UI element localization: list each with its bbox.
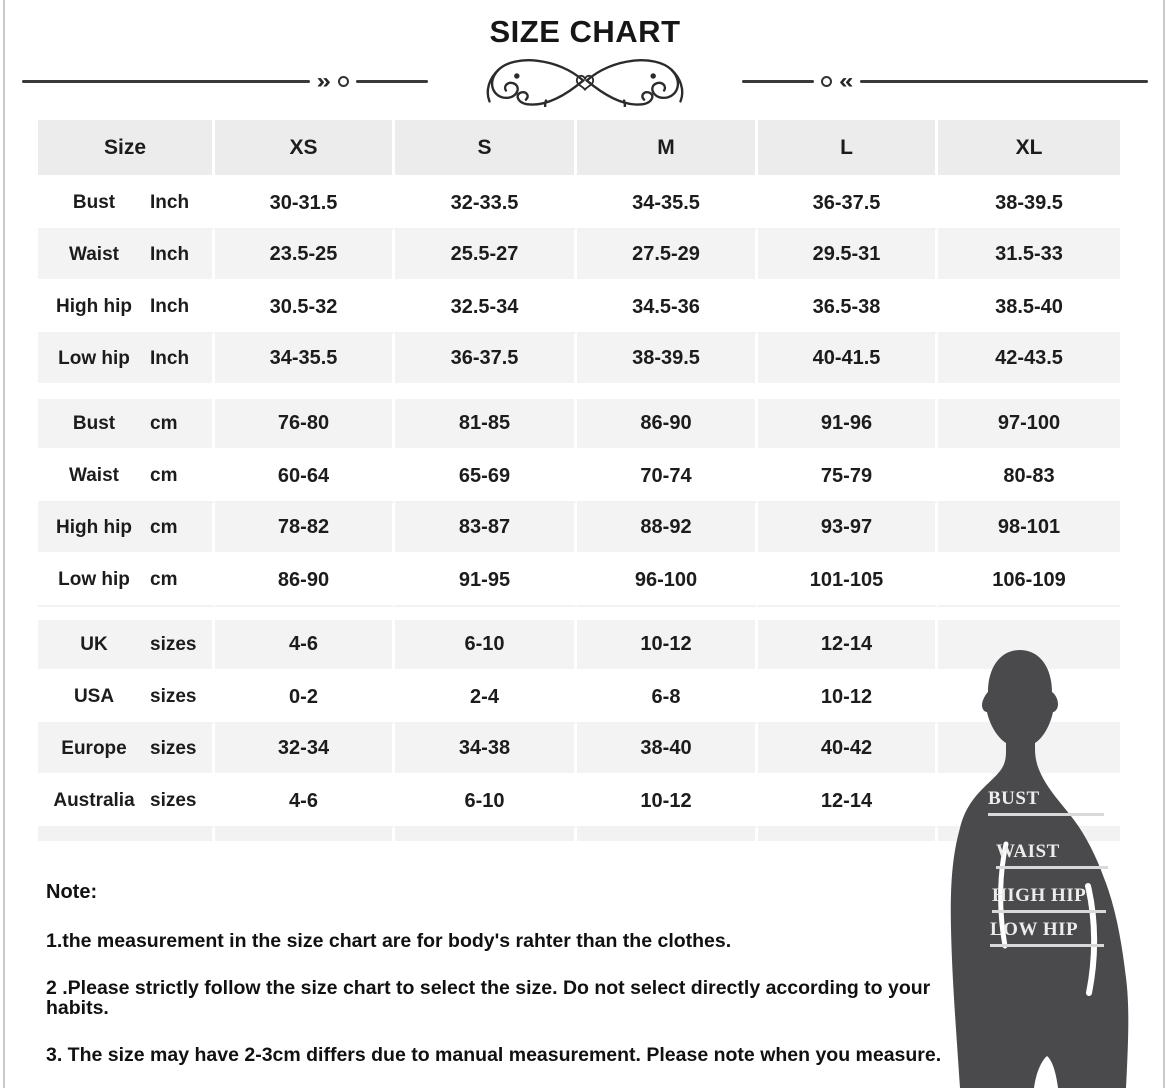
note-item: 3. The size may have 2-3cm differs due to manual measurement. Please note when you measure. [46, 1044, 942, 1066]
flourish-icon [435, 55, 735, 107]
table-cell: 70-74 [577, 451, 758, 503]
table-cell: 32-33.5 [395, 178, 577, 230]
row-label-cell [38, 724, 215, 776]
table-cell: 34.5-36 [577, 282, 758, 334]
table-row [38, 282, 1120, 334]
table-row [38, 399, 1120, 451]
row-label-cell [38, 282, 215, 334]
divider-line [742, 80, 814, 83]
table-cell: 40-42 [758, 724, 938, 776]
table-cell: 36-37.5 [758, 178, 938, 230]
table-cell: 4-6 [215, 620, 395, 672]
notes-heading: Note: [46, 881, 98, 903]
row-label-cell [38, 178, 215, 230]
table-cell: 31.5-33 [938, 230, 1120, 282]
table-cell: 80-83 [938, 451, 1120, 503]
column-header-m: M [577, 120, 758, 178]
table-cell: 60-64 [215, 451, 395, 503]
table-cell: 81-85 [395, 399, 577, 451]
table-cell: 0-2 [215, 672, 395, 724]
table-cell: 10-12 [577, 776, 758, 828]
table-cell: 91-96 [758, 399, 938, 451]
row-label-cell [38, 503, 215, 555]
divider-line [22, 80, 310, 83]
table-cell: 83-87 [395, 503, 577, 555]
notes-section [46, 882, 976, 1092]
table-cell: 38.5-40 [938, 282, 1120, 334]
table-cell: 65-69 [395, 451, 577, 503]
table-cell: 93-97 [758, 503, 938, 555]
table-cell: 38-39.5 [577, 334, 758, 386]
table-cell: 34-35.5 [577, 178, 758, 230]
row-label-cell [38, 620, 215, 672]
table-cell: 10-12 [758, 672, 938, 724]
row-label: Low hip [58, 569, 130, 590]
chevron-right-icon: » [316, 69, 331, 93]
table-cell: 25.5-27 [395, 230, 577, 282]
row-label: Australia [53, 790, 135, 811]
row-label: Low hip [58, 347, 130, 369]
table-cell [758, 828, 938, 844]
table-cell: 32-34 [215, 724, 395, 776]
section-gap [38, 386, 1120, 399]
table-cell: 12-14 [758, 776, 938, 828]
table-cell: 10-12 [577, 620, 758, 672]
table-cell: 42-43.5 [938, 334, 1120, 386]
table-cell: 86-90 [215, 555, 395, 607]
table-cell [577, 828, 758, 844]
table-cell: 6-10 [395, 776, 577, 828]
ornamental-divider [0, 58, 1170, 104]
row-unit: Inch [150, 296, 190, 317]
page-title: SIZE CHART [489, 14, 681, 49]
row-label: Europe [61, 737, 127, 759]
table-cell: 101-105 [758, 555, 938, 607]
row-label: High hip [56, 516, 132, 538]
note-item: 1.the measurement in the size chart are for body's rahter than the clothes. [46, 930, 732, 952]
row-label: USA [73, 686, 115, 707]
table-cell: 75-79 [758, 451, 938, 503]
table-cell: 96-100 [577, 555, 758, 607]
table-cell: 78-82 [215, 503, 395, 555]
body-measurement-figure [948, 648, 1140, 1088]
divider-line [860, 80, 1148, 83]
row-unit: sizes [150, 737, 197, 759]
table-cell: 98-101 [938, 503, 1120, 555]
table-cell: 34-38 [395, 724, 577, 776]
table-cell [38, 828, 215, 844]
section-gap [38, 607, 1120, 620]
ring-icon [338, 76, 349, 87]
figure-label-waist: WAIST [996, 841, 1108, 869]
table-cell: 29.5-31 [758, 230, 938, 282]
row-label-cell [38, 555, 215, 607]
table-cell: 86-90 [577, 399, 758, 451]
row-unit: cm [150, 569, 178, 590]
note-item: 2 .Please strictly follow the size chart to select the size. Do not select directly according to your habits. [46, 977, 931, 1019]
table-cell: 23.5-25 [215, 230, 395, 282]
table-cell: 97-100 [938, 399, 1120, 451]
table-cell: 34-35.5 [215, 334, 395, 386]
row-label-cell [38, 451, 215, 503]
table-cell: 40-41.5 [758, 334, 938, 386]
table-cell: 32.5-34 [395, 282, 577, 334]
table-cell: 30-31.5 [215, 178, 395, 230]
figure-label-high-hip: HIGH HIP [992, 885, 1106, 913]
row-label: Waist [69, 243, 119, 265]
table-cell: 12-14 [758, 620, 938, 672]
table-cell: 36.5-38 [758, 282, 938, 334]
row-label-cell [38, 230, 215, 282]
table-cell: 6-10 [395, 620, 577, 672]
column-header-l: L [758, 120, 938, 178]
table-row [38, 503, 1120, 555]
table-cell: 30.5-32 [215, 282, 395, 334]
row-label: Bust [72, 192, 116, 213]
table-cell: 6-8 [577, 672, 758, 724]
figure-label-low-hip: LOW HIP [990, 919, 1104, 947]
figure-label-bust: BUST [988, 788, 1104, 816]
column-header-size: Size [38, 120, 215, 178]
ring-icon [821, 76, 832, 87]
table-cell: 36-37.5 [395, 334, 577, 386]
divider-line [356, 80, 428, 83]
table-cell [395, 828, 577, 844]
table-row [38, 451, 1120, 503]
row-label: Bust [72, 412, 116, 434]
row-label-cell [38, 334, 215, 386]
table-cell [215, 828, 395, 844]
table-row [38, 334, 1120, 386]
row-label: High hip [56, 296, 132, 317]
table-row [38, 555, 1120, 607]
row-unit: sizes [150, 686, 197, 707]
row-label: UK [80, 633, 108, 655]
table-row [38, 230, 1120, 282]
row-label-cell [38, 672, 215, 724]
table-cell: 88-92 [577, 503, 758, 555]
row-unit: cm [150, 412, 178, 434]
row-unit: Inch [150, 347, 190, 369]
right-edge-line [1163, 0, 1165, 1088]
table-cell: 38-39.5 [938, 178, 1120, 230]
row-unit: Inch [150, 192, 190, 213]
row-unit: cm [150, 516, 178, 538]
row-label-cell [38, 776, 215, 828]
table-cell: 106-109 [938, 555, 1120, 607]
column-header-xs: XS [215, 120, 395, 178]
table-cell: 38-40 [577, 724, 758, 776]
table-cell: 27.5-29 [577, 230, 758, 282]
row-unit: cm [150, 465, 178, 486]
left-edge-line [3, 0, 5, 1088]
row-unit: sizes [150, 633, 197, 655]
column-header-s: S [395, 120, 577, 178]
table-cell: 91-95 [395, 555, 577, 607]
row-unit: sizes [150, 790, 197, 811]
table-header-row [38, 120, 1120, 178]
table-cell: 76-80 [215, 399, 395, 451]
table-row [38, 178, 1120, 230]
row-label: Waist [69, 465, 119, 486]
chevron-left-icon: « [839, 69, 854, 93]
table-cell: 2-4 [395, 672, 577, 724]
row-unit: Inch [150, 243, 190, 265]
row-label-cell [38, 399, 215, 451]
column-header-xl: XL [938, 120, 1120, 178]
table-cell: 4-6 [215, 776, 395, 828]
